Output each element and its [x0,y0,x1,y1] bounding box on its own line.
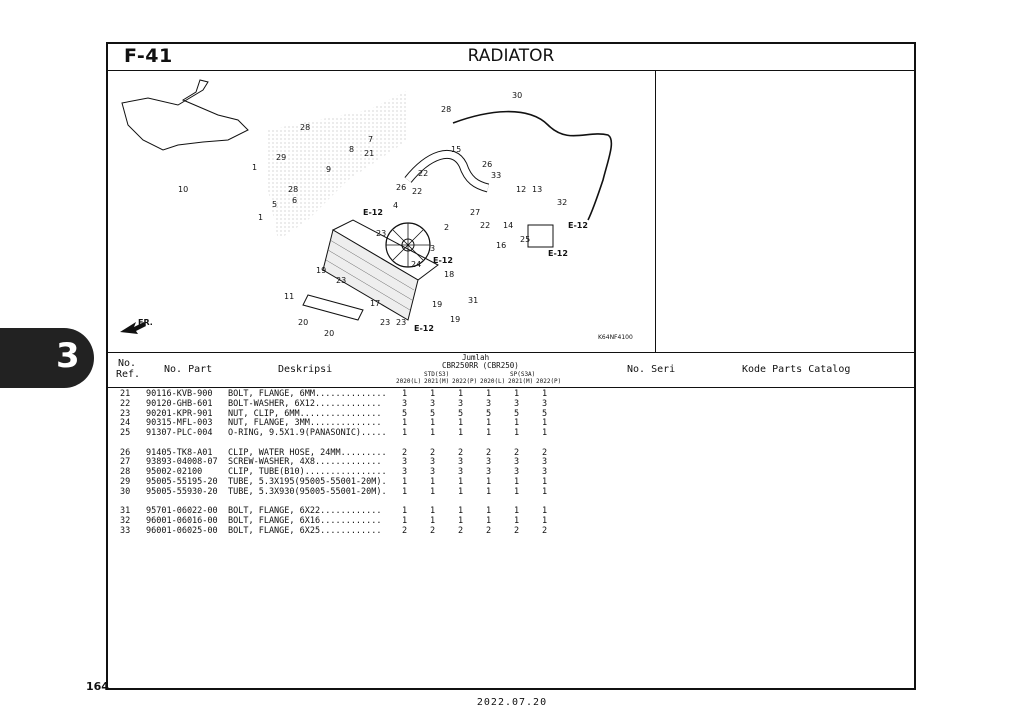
row-quantity: 3 [458,467,464,478]
row-quantity: 1 [458,515,464,526]
row-quantity: 1 [514,515,520,526]
callout-33: 33 [491,171,502,180]
row-quantity: 1 [542,389,548,399]
row-quantity: 5 [514,408,520,419]
row-description: O-RING, 9.5X1.9(PANASONIC)..... [228,428,387,439]
callout-1b: 1 [258,213,264,222]
row-quantity: 3 [402,467,408,478]
callout-20a: 20 [298,318,309,327]
row-quantity: 2 [514,447,520,458]
print-date: 2022.07.20 [476,697,548,708]
row-description: SCREW-WASHER, 4X8............. [228,457,382,468]
callout-25: 25 [520,235,531,244]
row-quantity: 3 [430,467,436,478]
callout-15: 15 [451,145,462,154]
col-jumlah: Jumlah [462,353,490,362]
row-quantity: 1 [402,428,408,439]
cover-part-10 [122,80,248,150]
callout-5: 5 [272,200,278,209]
row-part-number: 95005-55930-20 [146,486,218,497]
row-quantity: 1 [430,506,436,516]
callout-22b: 22 [412,187,423,196]
row-quantity: 3 [458,457,464,468]
row-description: BOLT, FLANGE, 6X25............ [228,525,382,536]
callout-9: 9 [326,165,332,174]
row-quantity: 3 [486,457,492,468]
row-quantity: 2 [458,525,464,536]
col-no-ref-1: No. [118,358,137,369]
col-sp: SP(S3A) [510,371,536,378]
row-ref: 25 [120,428,131,439]
callout-4: 4 [393,201,399,210]
callout-29: 29 [276,153,287,162]
row-quantity: 2 [542,447,548,458]
callout-24: 24 [411,260,422,269]
callout-8: 8 [349,145,355,154]
row-quantity: 5 [430,408,436,419]
page-title: RADIATOR [467,46,555,66]
row-ref: 28 [120,467,131,478]
row-quantity: 1 [514,389,520,399]
row-quantity: 3 [542,467,548,478]
col-year-6: 2022(P) [536,378,562,385]
row-quantity: 1 [514,418,520,429]
row-quantity: 2 [430,447,436,458]
row-description: TUBE, 5.3X930(95005-55001-20M). [228,486,387,497]
row-ref: 26 [120,447,131,458]
row-quantity: 1 [430,389,436,399]
row-quantity: 3 [514,398,520,409]
row-quantity: 5 [458,408,464,419]
row-quantity: 3 [430,398,436,409]
row-part-number: 95002-02100 [146,467,203,478]
row-quantity: 2 [486,447,492,458]
radiator-diagram-svg [108,70,655,352]
ref-e12-b: E-12 [433,256,453,265]
row-quantity: 2 [514,525,520,536]
row-quantity: 1 [402,418,408,429]
row-quantity: 3 [542,457,548,468]
page-number: 164 [86,680,109,693]
callout-23b: 23 [336,276,347,285]
col-year-3: 2022(P) [452,378,478,385]
ref-e12-a: E-12 [363,208,383,217]
row-quantity: 3 [430,457,436,468]
ref-e12-c: E-12 [414,324,434,333]
row-quantity: 1 [514,476,520,487]
col-year-2: 2021(M) [424,378,450,385]
callout-19b: 19 [432,300,443,309]
row-quantity: 1 [486,486,492,497]
row-quantity: 2 [430,525,436,536]
row-description: BOLT, FLANGE, 6X16............ [228,515,382,526]
ref-e12-e: E-12 [548,249,568,258]
row-quantity: 3 [514,457,520,468]
row-quantity: 1 [514,428,520,439]
row-quantity: 1 [486,515,492,526]
image-code: K64NF4100 [598,334,633,341]
row-quantity: 1 [514,506,520,516]
row-quantity: 1 [542,428,548,439]
col-year-4: 2020(L) [480,378,506,385]
bracket-part-11 [303,295,363,320]
col-models: CBR250RR (CBR250) [442,361,519,370]
row-quantity: 2 [542,525,548,536]
callout-3: 3 [430,244,436,253]
row-quantity: 3 [486,398,492,409]
row-ref: 24 [120,418,131,429]
row-part-number: 91307-PLC-004 [146,428,213,439]
callout-19c: 19 [450,315,461,324]
row-part-number: 90315-MFL-003 [146,418,213,429]
row-description: NUT, FLANGE, 3MM.............. [228,418,382,429]
row-ref: 31 [120,506,131,516]
page-frame [106,42,916,690]
row-quantity: 3 [486,467,492,478]
row-quantity: 5 [486,408,492,419]
row-quantity: 1 [486,389,492,399]
callout-28a: 28 [300,123,311,132]
row-description: BOLT-WASHER, 6X12............. [228,398,382,409]
callout-26b: 26 [482,160,493,169]
row-quantity: 1 [542,506,548,516]
row-quantity: 3 [458,398,464,409]
blank-panel [657,70,914,352]
row-quantity: 1 [486,506,492,516]
row-part-number: 96001-06025-00 [146,525,218,536]
row-quantity: 1 [430,476,436,487]
row-ref: 22 [120,398,131,409]
callout-28b: 28 [288,185,299,194]
col-desc: Deskripsi [278,364,333,375]
callout-2: 2 [444,223,450,232]
row-quantity: 1 [430,515,436,526]
row-part-number: 91405-TK8-A01 [146,447,213,458]
callout-12: 12 [516,185,527,194]
callout-22c: 22 [480,221,491,230]
callout-31: 31 [468,296,479,305]
row-ref: 33 [120,525,131,536]
section-tab [0,328,94,388]
callout-14: 14 [503,221,514,230]
row-quantity: 1 [458,428,464,439]
callout-13: 13 [532,185,543,194]
row-quantity: 3 [402,398,408,409]
row-quantity: 1 [458,506,464,516]
row-quantity: 2 [402,525,408,536]
callout-18: 18 [444,270,455,279]
row-quantity: 1 [458,486,464,497]
col-std: STD(S3) [424,371,450,378]
section-code: F-41 [124,45,173,67]
callout-23d: 23 [396,318,407,327]
row-quantity: 1 [486,476,492,487]
row-ref: 21 [120,389,131,399]
col-no-ref-2: Ref. [116,369,141,380]
row-quantity: 1 [542,476,548,487]
callout-19a: 19 [316,266,327,275]
row-part-number: 93893-04008-07 [146,457,218,468]
row-quantity: 3 [542,398,548,409]
ref-e12-d: E-12 [568,221,588,230]
row-ref: 30 [120,486,131,497]
callout-26a: 26 [396,183,407,192]
row-ref: 32 [120,515,131,526]
row-quantity: 5 [402,408,408,419]
callout-27: 27 [470,208,481,217]
row-description: TUBE, 5.3X195(95005-55001-20M). [228,476,387,487]
row-part-number: 90120-GHB-601 [146,398,213,409]
callout-28c: 28 [441,105,452,114]
callout-23c: 23 [380,318,391,327]
row-quantity: 1 [402,476,408,487]
row-part-number: 90116-KVB-900 [146,389,213,399]
row-description: BOLT, FLANGE, 6MM.............. [228,389,387,399]
row-quantity: 1 [402,506,408,516]
tube-part-30 [453,112,611,220]
front-marker: FR. [138,318,153,327]
row-description: CLIP, TUBE(B10)................ [228,467,387,478]
row-quantity: 1 [542,486,548,497]
callout-21: 21 [364,149,375,158]
callout-16: 16 [496,241,507,250]
row-part-number: 96001-06016-00 [146,515,218,526]
callout-30: 30 [512,91,523,100]
row-quantity: 1 [486,418,492,429]
row-quantity: 2 [486,525,492,536]
row-quantity: 2 [458,447,464,458]
row-quantity: 1 [486,428,492,439]
callout-17: 17 [370,299,381,308]
row-quantity: 1 [542,515,548,526]
row-quantity: 1 [430,486,436,497]
col-year-5: 2021(M) [508,378,534,385]
thermostat-housing [528,225,553,247]
callout-32: 32 [557,198,568,207]
row-quantity: 1 [458,476,464,487]
row-part-number: 95005-55195-20 [146,476,218,487]
row-ref: 23 [120,408,131,419]
row-quantity: 3 [402,457,408,468]
callout-1: 1 [252,163,258,172]
row-part-number: 90201-KPR-901 [146,408,213,419]
row-quantity: 1 [402,389,408,399]
table-header [108,352,914,388]
callout-23a: 23 [376,229,387,238]
row-ref: 29 [120,476,131,487]
callout-10: 10 [178,185,189,194]
row-ref: 27 [120,457,131,468]
exploded-diagram [108,70,656,352]
row-description: BOLT, FLANGE, 6X22............ [228,506,382,516]
callout-20b: 20 [324,329,335,338]
row-quantity: 3 [514,467,520,478]
row-quantity: 1 [430,418,436,429]
row-quantity: 1 [402,515,408,526]
frame-shading [268,90,408,240]
col-year-1: 2020(L) [396,378,422,385]
callout-11: 11 [284,292,295,301]
row-quantity: 1 [458,418,464,429]
page-header [108,44,914,71]
row-quantity: 1 [458,389,464,399]
row-description: CLIP, WATER HOSE, 24MM......... [228,447,387,458]
col-part: No. Part [164,364,213,375]
callout-7: 7 [368,135,374,144]
row-description: NUT, CLIP, 6MM................ [228,408,382,419]
section-tab-number: 3 [56,336,80,376]
callout-22a: 22 [418,169,429,178]
row-part-number: 95701-06022-00 [146,506,218,516]
row-quantity: 1 [402,486,408,497]
row-quantity: 2 [402,447,408,458]
row-quantity: 1 [514,486,520,497]
col-catalog: Kode Parts Catalog [742,364,851,375]
callout-6: 6 [292,196,298,205]
row-quantity: 1 [542,418,548,429]
row-quantity: 1 [430,428,436,439]
row-quantity: 5 [542,408,548,419]
col-serial: No. Seri [627,364,676,375]
